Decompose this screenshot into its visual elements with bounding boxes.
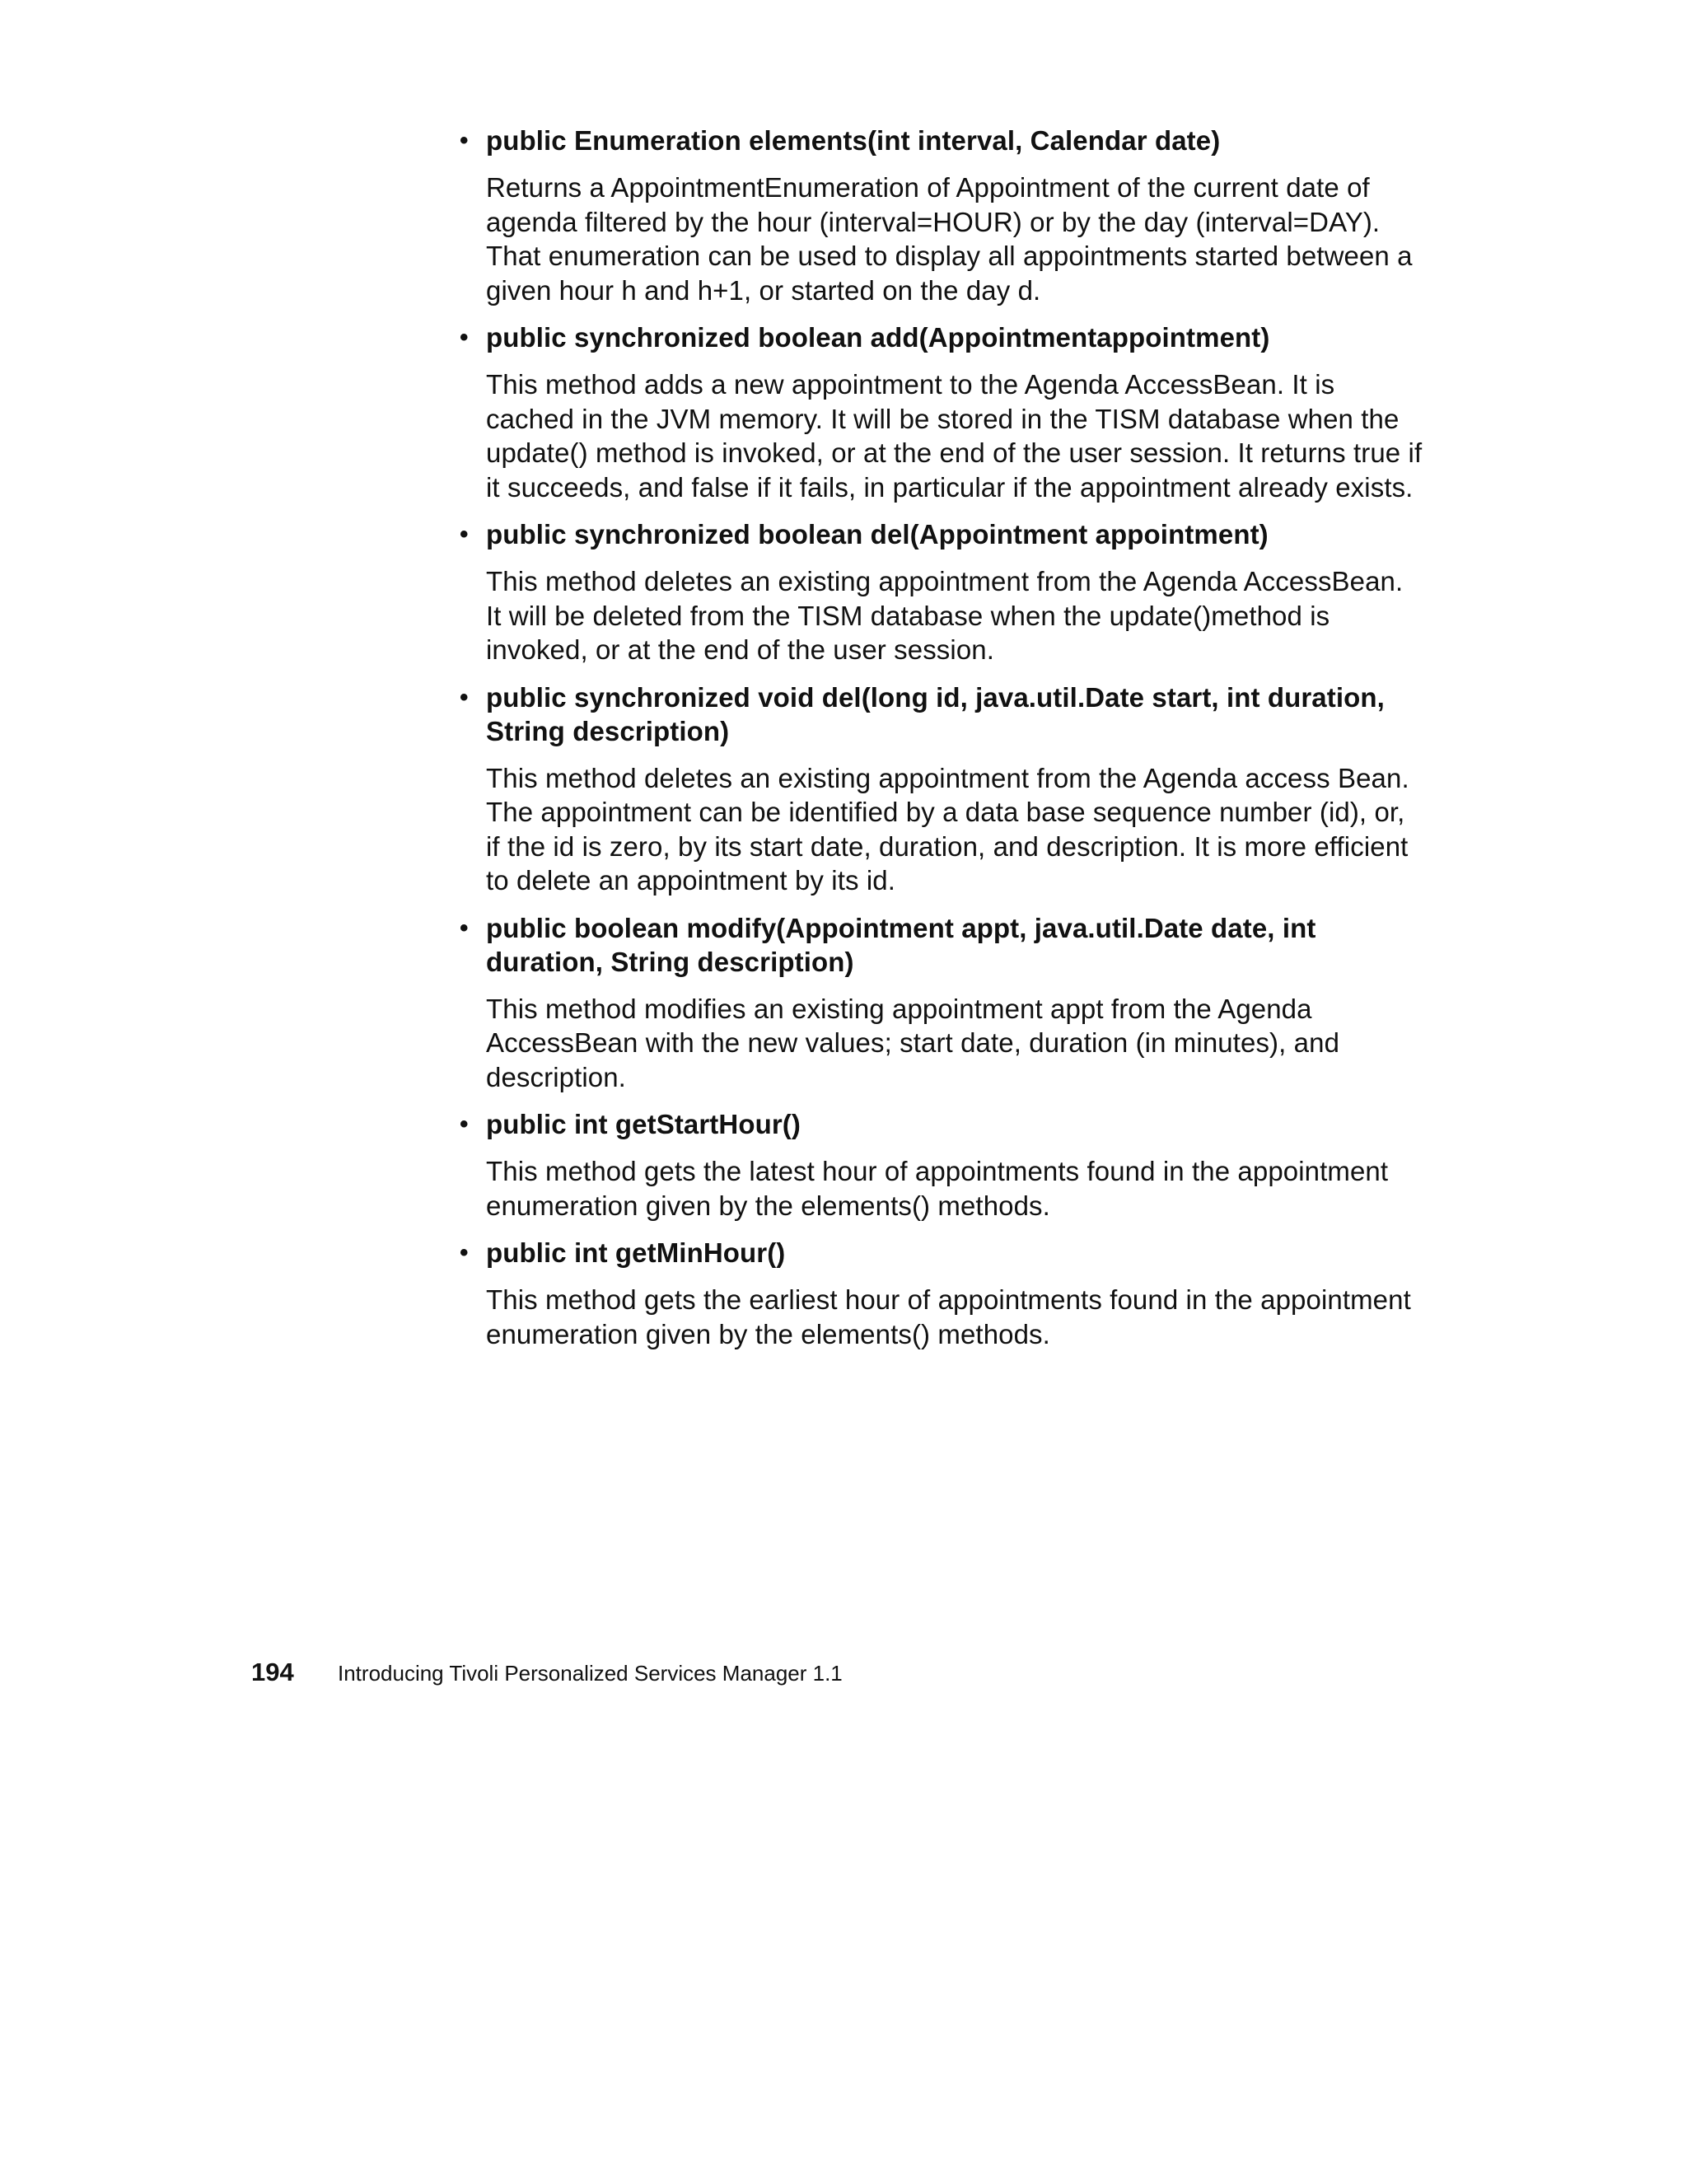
bullet-icon: •: [460, 1111, 469, 1138]
page-footer: [251, 1658, 843, 1687]
method-description: Returns a AppointmentEnumeration of Appointment of the current date of agenda filtered by the hour (interval=HOUR) or by the day (interval=DAY). That enumeration can be used to display all appointments started between a given hour h and h+1, or started on the day d.: [486, 172, 1413, 306]
method-list: [460, 124, 1423, 1364]
method-entry: [460, 517, 1423, 667]
method-description: This method adds a new appointment to the Agenda AccessBean. It is cached in the JVM memory. It will be stored in the TISM database when the update() method is invoked, or at the end of the user session. It returns true if it succeeds, and false if it fails, in particular if the appointment already exists.: [486, 369, 1423, 503]
method-entry: [460, 680, 1423, 898]
bullet-icon: •: [460, 914, 469, 942]
method-entry: [460, 124, 1423, 307]
method-entry: [460, 1236, 1423, 1351]
method-signature: public int getMinHour(): [486, 1237, 786, 1268]
bullet-icon: •: [460, 683, 469, 711]
method-description: This method gets the earliest hour of appointments found in the appointment enumeration given by the elements() methods.: [486, 1284, 1411, 1349]
method-entry: [460, 911, 1423, 1095]
method-signature: public synchronized boolean del(Appointment appointment): [486, 519, 1269, 550]
method-signature: public boolean modify(Appointment appt, java.util.Date date, int duration, String description): [486, 912, 1316, 977]
method-description: This method deletes an existing appointment from the Agenda AccessBean. It will be deleted from the TISM database when the update()method is invoked, or at the end of the user session.: [486, 566, 1404, 665]
method-signature: public synchronized void del(long id, java.util.Date start, int duration, String description): [486, 681, 1385, 746]
method-signature: public Enumeration elements(int interval, Calendar date): [486, 125, 1221, 156]
method-description: This method modifies an existing appointment appt from the Agenda AccessBean with the new values; start date, duration (in minutes), and description.: [486, 993, 1340, 1092]
bullet-icon: •: [460, 324, 469, 351]
method-description: This method deletes an existing appointment from the Agenda access Bean. The appointment can be identified by a data base sequence number (id), or, if the id is zero, by its start date, duration, and description. It is more efficient to delete an appointment by its id.: [486, 762, 1409, 896]
method-entry: [460, 1107, 1423, 1223]
bullet-icon: •: [460, 127, 469, 154]
book-title: Introducing Tivoli Personalized Services Manager 1.1: [338, 1661, 843, 1686]
method-entry: [460, 320, 1423, 504]
bullet-icon: •: [460, 521, 469, 548]
bullet-icon: •: [460, 1239, 469, 1266]
method-signature: public synchronized boolean add(Appointmentappointment): [486, 322, 1270, 353]
method-description: This method gets the latest hour of appointments found in the appointment enumeration given by the elements() methods.: [486, 1156, 1389, 1221]
method-signature: public int getStartHour(): [486, 1109, 801, 1139]
page-number: 194: [251, 1658, 294, 1686]
